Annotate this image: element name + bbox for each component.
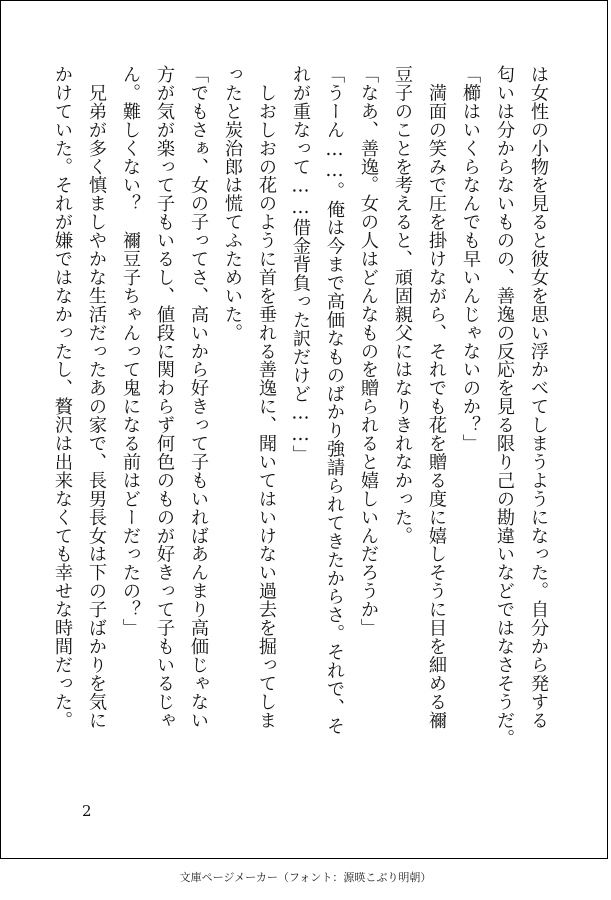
text-line-15: かけていた。それが嫌ではなかったし、贅沢は出来なくても幸せな時間だった。 (52, 65, 73, 730)
text-line-7: 「うーん……。俺は今まで高価なものばかり強請られてきたからさ。それで、そ (324, 65, 345, 735)
text-line-6: 「なあ、善逸。女の人はどんなものを贈られると嬉しいんだろうか」 (358, 65, 379, 637)
text-line-11: 「でもさぁ、女の子ってさ、高いから好きって子もいればあんまり高価じゃない (188, 65, 209, 730)
text-line-12: 方が気が楽って子もいるし、値段に関わらず何色のものが好きって子もいるじゃ (154, 65, 175, 730)
text-line-8: れが重なって……借金背負った訳だけど……」 (290, 65, 311, 464)
text-line-4: 満面の笑みで圧を掛けながら、それでも花を贈る度に嬉しそうに目を細める禰 (426, 65, 447, 730)
footer-credit: 文庫ページメーカー（フォント：源暎こぶり明朝） (179, 871, 432, 884)
text-line-14: 兄弟が多く慎ましやかな生活だったあの家で、長男長女は下の子ばかりを気に (86, 65, 107, 730)
text-line-5: 豆子のことを考えると、頑固親父にはなりきれなかった。 (392, 65, 413, 545)
text-line-9: しおしおの花のように首を垂れる善逸に、聞いてはいけない過去を掘ってしま (256, 65, 277, 730)
vertical-text-body (52, 65, 550, 800)
text-line-10: ったと炭治郎は慌てふためいた。 (222, 65, 243, 342)
text-line-13: ん。難しくない？ 禰豆子ちゃんって鬼になる前はどーだったの？」 (120, 65, 141, 637)
page-number: 2 (82, 802, 92, 820)
text-line-3: 「櫛はいくらなんでも早いんじゃないのか？」 (460, 65, 481, 453)
text-line-2: 匂いは分からないものの、善逸の反応を見る限り己の勘違いなどではなさそうだ。 (494, 65, 515, 748)
text-line-1: は女性の小物を見ると彼女を思い浮かべてしまうようになった。自分から発する (528, 65, 549, 730)
